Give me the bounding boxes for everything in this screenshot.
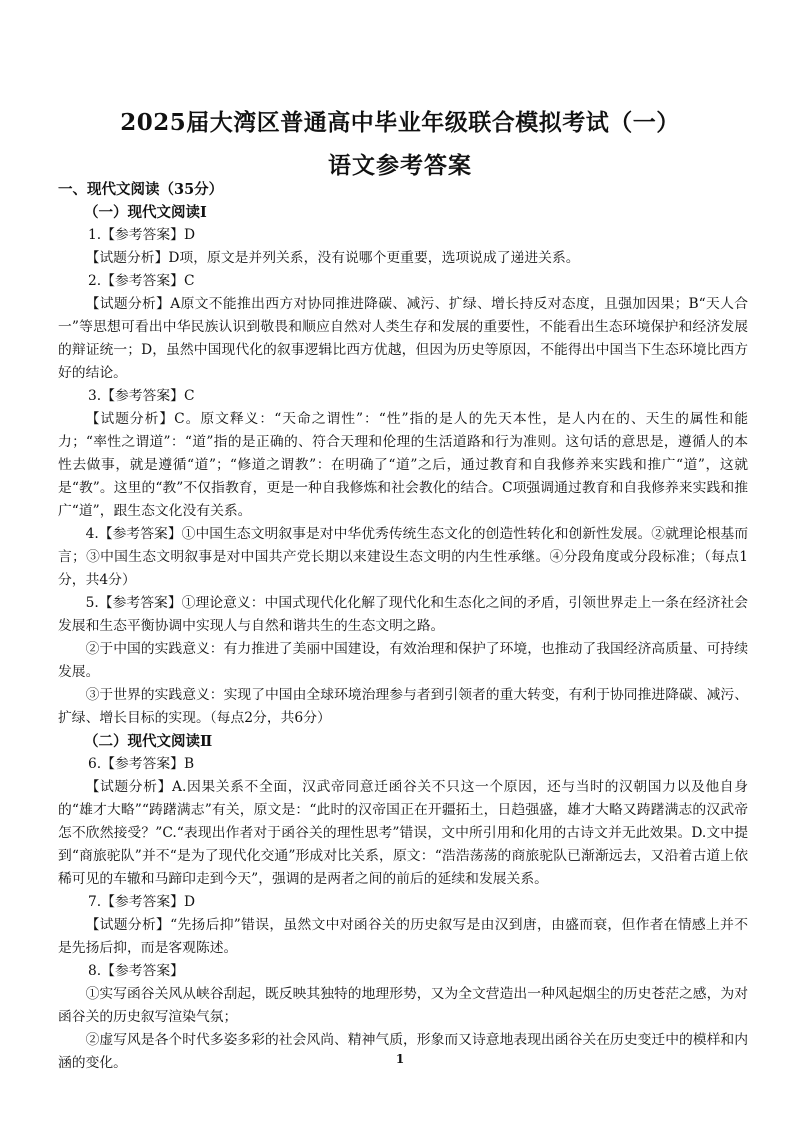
q2-answer: 2.【参考答案】C — [88, 273, 195, 289]
q3-analysis: 【试题分析】C。原文释义：“天命之谓性”：“性”指的是人的先天本性，是人内在的、天生的属性和能力；“率性之谓道”：“道”指的是正确的、符合天理和伦理的生活道路和行为准则。这句话的意思是，遵循人的本性去做事，就是遵循“道”；“修道之谓教”：在明确了“道”之后，通过教育和自我修养来实践和推广“道”，这就是“教”。这里的“教”不仅指教育，更是一种自我修炼和社会教化的结合。C项强调通过教育和自我修养来实践和推广“道”，跟生态文化没有关系。 — [58, 411, 748, 519]
page-title: 2025届大湾区普通高中毕业年级联合模拟考试（一） — [120, 109, 680, 136]
q4-answer: 4.【参考答案】①中国生态文明叙事是对中华优秀传统生态文化的创造性转化和创新性发展。②就理论根基而言；③中国生态文明叙事是对中国共产党长期以来建设生态文明的内生性承继。④分段角度或分段标准；（每点1分，共4分） — [58, 526, 748, 588]
answer-content — [58, 178, 748, 1075]
q5-point-3: ③于世界的实践意义：实现了中国由全球环境治理参与者到引领者的重大转变，有利于协同推进降碳、减污、扩绿、增长目标的实现。（每点2分，共6分） — [58, 687, 748, 726]
section-heading: 一、现代文阅读（35分） — [58, 181, 224, 198]
q8-answer: 8.【参考答案】 — [88, 963, 184, 979]
page-number: 1 — [395, 1052, 405, 1066]
q2-analysis: 【试题分析】A原文不能推出西方对协同推进降碳、减污、扩绿、增长持反对态度，且强加因果；B“天人合一”等思想可看出中华民族认识到敬畏和顺应自然对人类生存和发展的重要性，不能看出生态环境保护和经济发展的辩证统一；D，虽然中国现代化的叙事逻辑比西方优越，但因为历史等原因，不能得出中国当下生态环境比西方好的结论。 — [58, 296, 748, 381]
q6-analysis: 【试题分析】A.因果关系不全面，汉武帝同意迁函谷关不只这一个原因，还与当时的汉朝国力以及他自身的“雄才大略”“踌躇满志”有关，原文是：“此时的汉帝国正在开疆拓土，日趋强盛，雄才大略又踌躇满志的汉武帝怎不欣然接受？”C.“表现出作者对于函谷关的理性思考”错误，文中所引用和化用的古诗文并无此效果。D.文中提到“商旅驼队”并不“是为了现代化交通”形成对比关系，原文：“浩浩荡荡的商旅驼队已渐渐远去，又沿着古道上依稀可见的车辙和马蹄印走到今天”，强调的是两者之间的前后的延续和发展关系。 — [58, 779, 748, 887]
q5-answer: 5.【参考答案】①理论意义：中国式现代化化解了现代化和生态化之间的矛盾，引领世界走上一条在经济社会发展和生态平衡协调中实现人与自然和谐共生的生态文明之路。 — [58, 595, 748, 634]
page-subtitle: 语文参考答案 — [328, 152, 472, 179]
part-heading-2: （二）现代文阅读Ⅱ — [84, 733, 213, 750]
q6-answer: 6.【参考答案】B — [88, 756, 195, 772]
q8-point-2: ②虚写风是各个时代多姿多彩的社会风尚、精神气质，形象而又诗意地表现出函谷关在历史变迁中的模样和内涵的变化。 — [58, 1032, 748, 1071]
q3-answer: 3.【参考答案】C — [88, 388, 195, 404]
q7-answer: 7.【参考答案】D — [88, 894, 196, 910]
q5-point-2: ②于中国的实践意义：有力推进了美丽中国建设，有效治理和保护了环境，也推动了我国经济高质量、可持续发展。 — [58, 641, 748, 680]
q7-analysis: 【试题分析】“先扬后抑”错误，虽然文中对函谷关的历史叙写是由汉到唐，由盛而衰，但作者在情感上并不是先扬后抑，而是客观陈述。 — [58, 917, 748, 956]
q1-analysis: 【试题分析】D项，原文是并列关系，没有说哪个更重要，选项说成了递进关系。 — [85, 250, 580, 266]
part-heading-1: （一）现代文阅读Ⅰ — [84, 204, 207, 221]
q8-point-1: ①实写函谷关风从峡谷刮起，既反映其独特的地理形势，又为全文营造出一种风起烟尘的历史苍茫之感，为对函谷关的历史叙写渲染气氛； — [58, 986, 748, 1025]
q1-answer: 1.【参考答案】D — [88, 227, 196, 243]
